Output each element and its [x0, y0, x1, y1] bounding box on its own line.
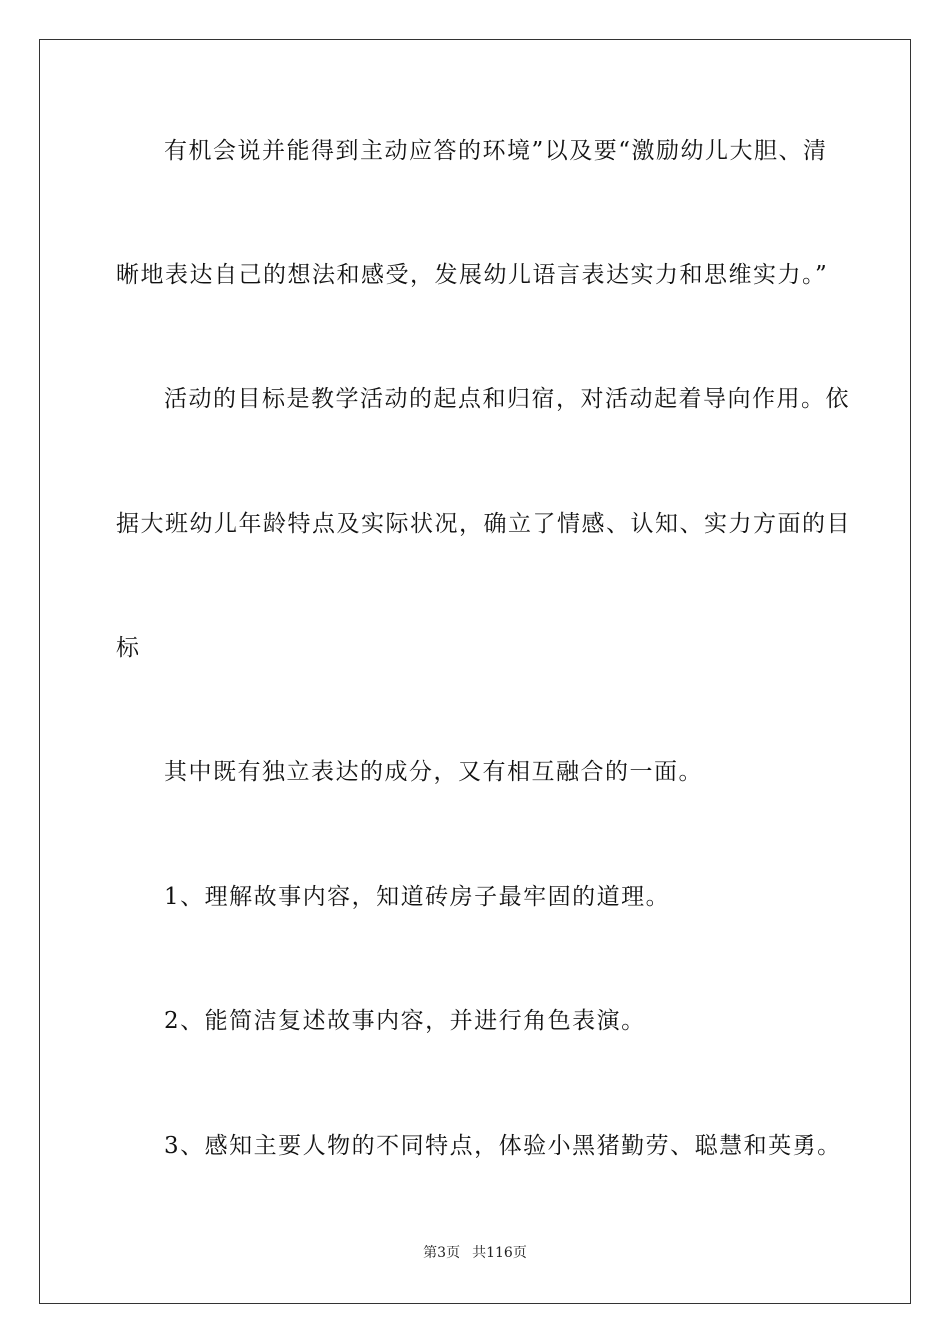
text-line-3: 活动的目标是教学活动的起点和归宿，对活动起着导向作用。依 — [164, 386, 850, 412]
page-border — [39, 39, 911, 1304]
text-line-1: 有机会说并能得到主动应答的环境”以及要“激励幼儿大胆、清 — [164, 138, 828, 164]
text-line-6: 其中既有独立表达的成分，又有相互融合的一面。 — [164, 759, 703, 785]
list-item-3: 3、感知主要人物的不同特点，体验小黑猪勤劳、聪慧和英勇。 — [164, 1133, 842, 1159]
list-item-1: 1、理解故事内容，知道砖房子最牢固的道理。 — [164, 884, 671, 910]
page-number: 第3页 — [423, 1245, 461, 1261]
page-total: 共116页 — [472, 1245, 527, 1261]
text-line-4: 据大班幼儿年龄特点及实际状况，确立了情感、认知、实力方面的目 — [116, 511, 851, 537]
text-line-5: 标 — [116, 635, 141, 661]
text-line-2: 晰地表达自己的想法和感受，发展幼儿语言表达实力和思维实力。” — [116, 262, 829, 288]
page-footer — [0, 1244, 950, 1262]
list-item-2: 2、能简洁复述故事内容，并进行角色表演。 — [164, 1008, 646, 1034]
